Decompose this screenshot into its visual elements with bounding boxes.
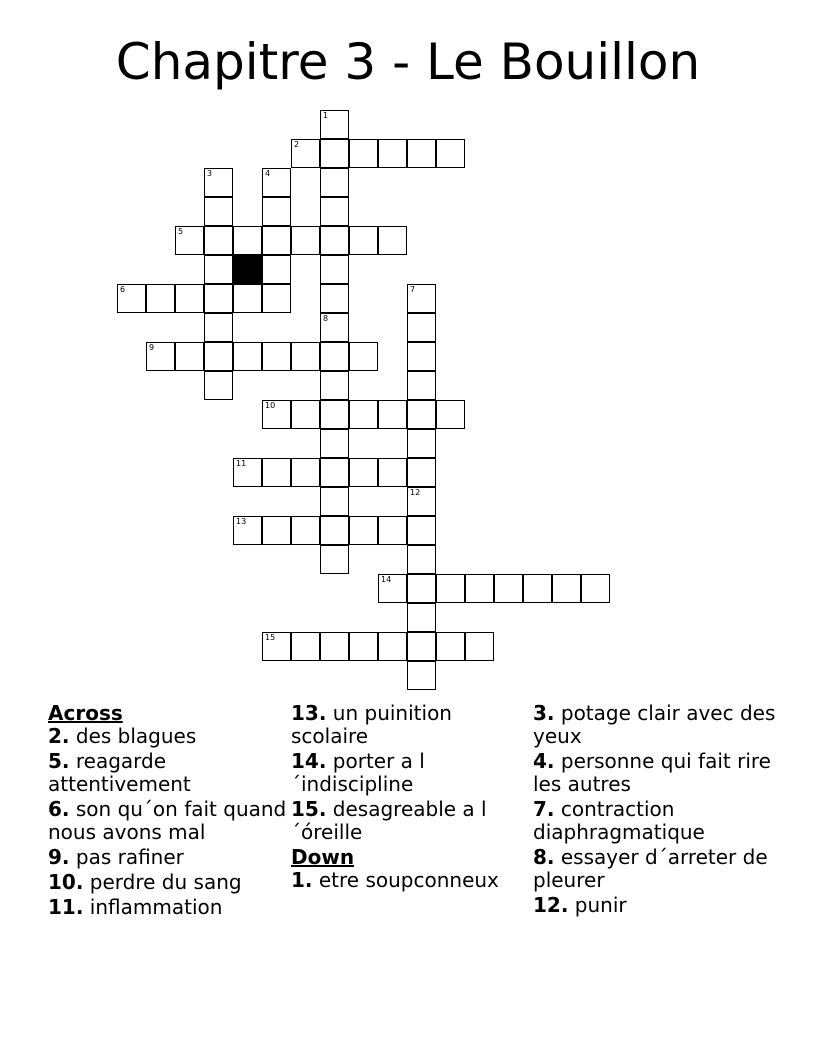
crossword-cell[interactable] [465, 632, 494, 661]
crossword-cell[interactable] [175, 342, 204, 371]
clue-item [48, 896, 288, 919]
crossword-cell[interactable] [291, 226, 320, 255]
crossword-cell[interactable] [320, 284, 349, 313]
clue-text: desagreable a l´óreille [291, 797, 487, 844]
cell-number: 12 [410, 488, 421, 497]
clue-item [48, 846, 288, 869]
clue-text: essayer d´arreter de pleurer [533, 845, 768, 892]
crossword-cell[interactable] [320, 226, 349, 255]
crossword-cell[interactable] [291, 342, 320, 371]
clue-number: 14. [291, 749, 327, 773]
clue-number: 2. [48, 724, 70, 748]
blocked-cell [233, 255, 262, 284]
clue-text: personne qui fait rire les autres [533, 749, 771, 796]
crossword-cell[interactable] [233, 458, 262, 487]
clue-item [291, 869, 521, 892]
crossword-cell[interactable] [175, 284, 204, 313]
clue-number: 5. [48, 749, 70, 773]
crossword-cell[interactable] [349, 400, 378, 429]
clue-number: 11. [48, 895, 84, 919]
crossword-cell[interactable] [262, 255, 291, 284]
crossword-cell[interactable] [407, 400, 436, 429]
clue-column-1 [48, 702, 288, 921]
crossword-cell[interactable] [436, 400, 465, 429]
clue-text: porter a l´indiscipline [291, 749, 425, 796]
clue-text: pas rafiner [75, 845, 184, 869]
crossword-cell[interactable] [320, 255, 349, 284]
crossword-cell[interactable] [204, 168, 233, 197]
cell-number: 10 [265, 401, 276, 410]
crossword-cell[interactable] [407, 429, 436, 458]
crossword-cell[interactable] [523, 574, 552, 603]
crossword-cell[interactable] [349, 139, 378, 168]
crossword-cell[interactable] [204, 255, 233, 284]
crossword-cell[interactable] [407, 458, 436, 487]
cell-number: 7 [410, 285, 416, 294]
crossword-cell[interactable] [146, 284, 175, 313]
crossword-cell[interactable] [378, 400, 407, 429]
clue-number: 12. [533, 893, 569, 917]
crossword-cell[interactable] [262, 458, 291, 487]
crossword-cell[interactable] [233, 226, 262, 255]
clue-number: 3. [533, 701, 555, 725]
crossword-cell[interactable] [233, 342, 262, 371]
crossword-cell[interactable] [349, 516, 378, 545]
clue-item [48, 750, 288, 796]
crossword-cell[interactable] [320, 139, 349, 168]
crossword-cell[interactable] [494, 574, 523, 603]
crossword-cell[interactable] [291, 458, 320, 487]
crossword-cell[interactable] [407, 661, 436, 690]
crossword-cell[interactable] [465, 574, 494, 603]
crossword-cell[interactable] [320, 632, 349, 661]
clue-text: perdre du sang [89, 870, 242, 894]
crossword-cell[interactable] [407, 371, 436, 400]
crossword-cell[interactable] [262, 197, 291, 226]
cell-number: 6 [120, 285, 126, 294]
crossword-cell[interactable] [233, 516, 262, 545]
clue-number: 10. [48, 870, 84, 894]
crossword-cell[interactable] [233, 284, 262, 313]
clue-item [533, 894, 783, 917]
crossword-cell[interactable] [320, 545, 349, 574]
crossword-cell[interactable] [262, 516, 291, 545]
crossword-cell[interactable] [436, 574, 465, 603]
crossword-cell[interactable] [291, 400, 320, 429]
clue-number: 1. [291, 868, 313, 892]
crossword-cell[interactable] [407, 487, 436, 516]
crossword-cell[interactable] [407, 545, 436, 574]
crossword-cell[interactable] [552, 574, 581, 603]
clue-item [533, 798, 783, 844]
clue-item [533, 750, 783, 796]
clue-item [48, 725, 288, 748]
crossword-cell[interactable] [262, 342, 291, 371]
cell-number: 9 [149, 343, 155, 352]
clue-item [48, 871, 288, 894]
clue-item [48, 798, 288, 844]
crossword-cell[interactable] [407, 313, 436, 342]
crossword-cell[interactable] [407, 516, 436, 545]
clue-text: inflammation [89, 895, 223, 919]
crossword-cell[interactable] [291, 139, 320, 168]
clue-text: des blagues [75, 724, 197, 748]
clue-number: 13. [291, 701, 327, 725]
cell-number: 15 [265, 633, 276, 642]
crossword-cell[interactable] [262, 226, 291, 255]
crossword-cell[interactable] [262, 400, 291, 429]
crossword-cell[interactable] [320, 197, 349, 226]
crossword-cell[interactable] [320, 458, 349, 487]
crossword-cell[interactable] [146, 342, 175, 371]
clue-text: son qu´on fait quand nous avons mal [48, 797, 287, 844]
clue-text: etre soupconneux [318, 868, 499, 892]
crossword-cell[interactable] [320, 429, 349, 458]
crossword-cell[interactable] [407, 632, 436, 661]
crossword-cell[interactable] [378, 139, 407, 168]
crossword-cell[interactable] [320, 487, 349, 516]
crossword-cell[interactable] [262, 168, 291, 197]
cell-number: 5 [178, 227, 184, 236]
crossword-cell[interactable] [407, 603, 436, 632]
crossword-cell[interactable] [320, 342, 349, 371]
crossword-cell[interactable] [349, 632, 378, 661]
crossword-cell[interactable] [378, 516, 407, 545]
crossword-cell[interactable] [320, 313, 349, 342]
clue-column-2 [291, 702, 521, 894]
clue-item [291, 750, 521, 796]
clue-number: 6. [48, 797, 70, 821]
crossword-cell[interactable] [378, 632, 407, 661]
crossword-cell[interactable] [407, 342, 436, 371]
crossword-cell[interactable] [320, 400, 349, 429]
clue-text: contraction diaphragmatique [533, 797, 705, 844]
clue-item [533, 846, 783, 892]
clue-number: 15. [291, 797, 327, 821]
clue-number: 9. [48, 845, 70, 869]
crossword-cell[interactable] [204, 342, 233, 371]
clue-number: 8. [533, 845, 555, 869]
crossword-cell[interactable] [407, 139, 436, 168]
clue-item [291, 702, 521, 748]
cell-number: 4 [265, 169, 271, 178]
across-heading: Across [48, 701, 123, 725]
crossword-cell[interactable] [378, 574, 407, 603]
cell-number: 8 [323, 314, 329, 323]
crossword-cell[interactable] [204, 313, 233, 342]
crossword-cell[interactable] [407, 284, 436, 313]
crossword-cell[interactable] [407, 574, 436, 603]
crossword-cell[interactable] [204, 284, 233, 313]
crossword-cell[interactable] [320, 168, 349, 197]
crossword-cell[interactable] [175, 226, 204, 255]
crossword-cell[interactable] [204, 197, 233, 226]
crossword-cell[interactable] [320, 516, 349, 545]
crossword-cell[interactable] [378, 226, 407, 255]
cell-number: 1 [323, 111, 329, 120]
cell-number: 3 [207, 169, 213, 178]
crossword-cell[interactable] [349, 458, 378, 487]
crossword-cell[interactable] [349, 226, 378, 255]
crossword-cell[interactable] [320, 371, 349, 400]
clue-column-3 [533, 702, 783, 919]
cell-number: 11 [236, 459, 247, 468]
clue-text: punir [574, 893, 627, 917]
crossword-cell[interactable] [320, 110, 349, 139]
crossword-cell[interactable] [117, 284, 146, 313]
clue-number: 7. [533, 797, 555, 821]
cell-number: 14 [381, 575, 392, 584]
cell-number: 2 [294, 140, 300, 149]
clue-text: potage clair avec des yeux [533, 701, 776, 748]
clue-text: reagarde attentivement [48, 749, 191, 796]
clue-number: 4. [533, 749, 555, 773]
clue-text: un puinition scolaire [291, 701, 452, 748]
crossword-cell[interactable] [262, 632, 291, 661]
crossword-cell[interactable] [291, 632, 320, 661]
puzzle-title: Chapitre 3 - Le Bouillon [115, 33, 701, 91]
clue-item [291, 798, 521, 844]
crossword-cell[interactable] [436, 632, 465, 661]
crossword-cell[interactable] [581, 574, 610, 603]
crossword-cell[interactable] [378, 458, 407, 487]
cell-number: 13 [236, 517, 247, 526]
crossword-cell[interactable] [291, 516, 320, 545]
clue-item [533, 702, 783, 748]
crossword-cell[interactable] [262, 284, 291, 313]
crossword-cell[interactable] [204, 226, 233, 255]
down-heading: Down [291, 845, 355, 869]
crossword-cell[interactable] [349, 342, 378, 371]
crossword-cell[interactable] [436, 139, 465, 168]
crossword-cell[interactable] [204, 371, 233, 400]
